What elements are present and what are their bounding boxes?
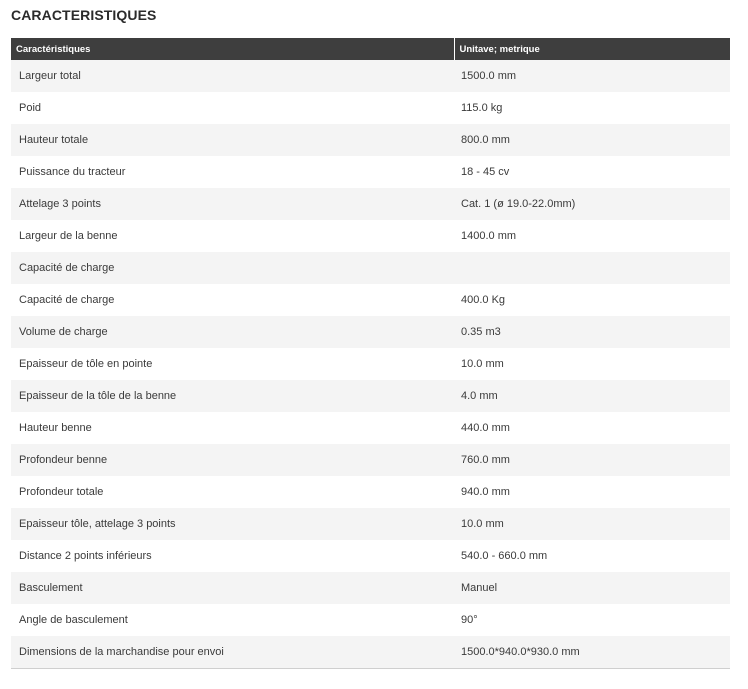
characteristic-label: Profondeur benne [11, 444, 454, 476]
characteristic-value [454, 252, 730, 284]
characteristic-label: Epaisseur tôle, attelage 3 points [11, 508, 454, 540]
characteristic-label: Capacité de charge [11, 284, 454, 316]
table-row [11, 316, 730, 348]
characteristic-label: Dimensions de la marchandise pour envoi [11, 636, 454, 669]
table-row [11, 124, 730, 156]
table-row [11, 348, 730, 380]
characteristic-label: Profondeur totale [11, 476, 454, 508]
table-row [11, 220, 730, 252]
table-row [11, 188, 730, 220]
table-row [11, 444, 730, 476]
characteristic-value: 800.0 mm [454, 124, 730, 156]
characteristic-value: 540.0 - 660.0 mm [454, 540, 730, 572]
table-row [11, 508, 730, 540]
characteristic-value: 1500.0*940.0*930.0 mm [454, 636, 730, 669]
table-body [11, 60, 730, 669]
characteristic-label: Angle de basculement [11, 604, 454, 636]
characteristics-table [11, 38, 730, 669]
characteristic-label: Hauteur totale [11, 124, 454, 156]
table-row [11, 636, 730, 669]
characteristic-value: 18 - 45 cv [454, 156, 730, 188]
characteristic-value: 940.0 mm [454, 476, 730, 508]
characteristic-value: 1400.0 mm [454, 220, 730, 252]
characteristic-label: Attelage 3 points [11, 188, 454, 220]
characteristic-value: Manuel [454, 572, 730, 604]
table-row [11, 476, 730, 508]
characteristic-label: Poid [11, 92, 454, 124]
characteristic-label: Distance 2 points inférieurs [11, 540, 454, 572]
table-row [11, 412, 730, 444]
table-header [11, 38, 730, 60]
column-header-characteristic: Caractéristiques [11, 38, 454, 60]
table-row [11, 284, 730, 316]
table-row [11, 540, 730, 572]
table-row [11, 380, 730, 412]
table-row [11, 572, 730, 604]
table-row [11, 60, 730, 92]
table-header-row [11, 38, 730, 60]
characteristic-label: Epaisseur de la tôle de la benne [11, 380, 454, 412]
characteristic-value: 90° [454, 604, 730, 636]
characteristic-value: 0.35 m3 [454, 316, 730, 348]
table-row [11, 156, 730, 188]
table-row [11, 604, 730, 636]
characteristic-value: Cat. 1 (ø 19.0-22.0mm) [454, 188, 730, 220]
characteristic-label: Largeur total [11, 60, 454, 92]
characteristic-label: Capacité de charge [11, 252, 454, 284]
characteristic-value: 115.0 kg [454, 92, 730, 124]
characteristic-label: Puissance du tracteur [11, 156, 454, 188]
characteristic-label: Largeur de la benne [11, 220, 454, 252]
column-header-unit: Unitave; metrique [454, 38, 730, 60]
characteristic-value: 400.0 Kg [454, 284, 730, 316]
characteristic-value: 440.0 mm [454, 412, 730, 444]
characteristic-value: 10.0 mm [454, 508, 730, 540]
characteristic-label: Epaisseur de tôle en pointe [11, 348, 454, 380]
table-row [11, 92, 730, 124]
page-title: CARACTERISTIQUES [11, 7, 157, 23]
characteristic-label: Hauteur benne [11, 412, 454, 444]
characteristic-value: 4.0 mm [454, 380, 730, 412]
characteristic-label: Basculement [11, 572, 454, 604]
characteristic-value: 760.0 mm [454, 444, 730, 476]
characteristic-value: 1500.0 mm [454, 60, 730, 92]
characteristic-label: Volume de charge [11, 316, 454, 348]
table-row [11, 252, 730, 284]
characteristic-value: 10.0 mm [454, 348, 730, 380]
